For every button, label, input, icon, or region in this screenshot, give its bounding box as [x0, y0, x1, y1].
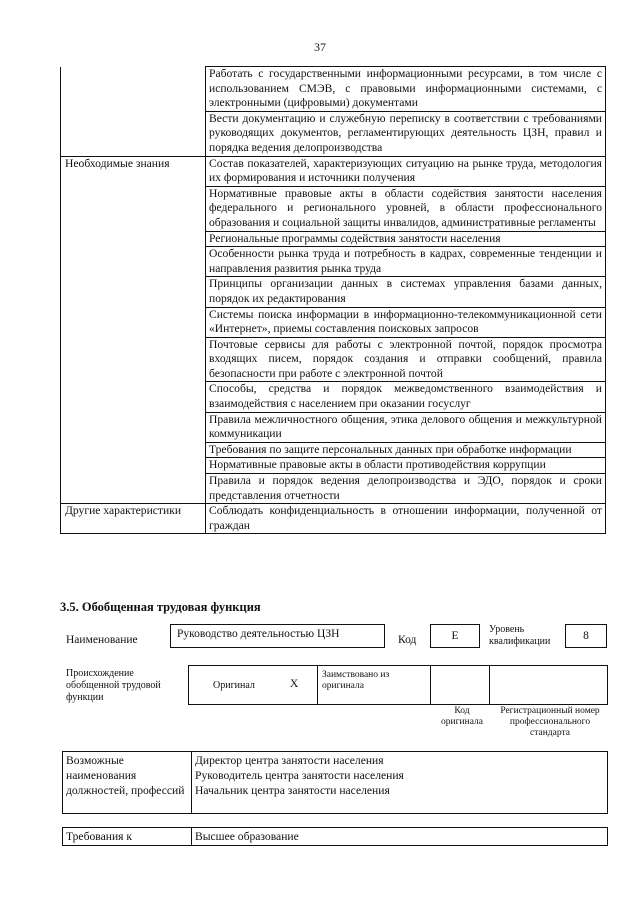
competency-text: Нормативные правовые акты в области содействия занятости населения федерального и регионального уровней, в области профессионального образования и социальной защиты инвалидов, административные регламенты	[206, 186, 606, 231]
competency-label	[61, 67, 206, 112]
competency-text: Нормативные правовые акты в области противодействия коррупции	[206, 458, 606, 474]
competency-label	[61, 442, 206, 458]
competency-text: Правила межличностного общения, этика делового общения и межкультурной коммуникации	[206, 412, 606, 442]
competency-text: Системы поиска информации в информационно-телекоммуникационной сети «Интернет», приемы составления поисковых запросов	[206, 307, 606, 337]
competency-text: Работать с государственными информационными ресурсами, в том числе с использованием СМЭВ, с правовыми информационными системами, с электронными (цифровыми) документами	[206, 67, 606, 112]
position-item: Директор центра занятости населения	[195, 754, 384, 767]
competency-label	[61, 382, 206, 412]
competency-row	[61, 504, 606, 534]
competency-row	[61, 474, 606, 504]
competency-label	[61, 186, 206, 231]
competency-row	[61, 231, 606, 247]
level-box	[565, 624, 607, 648]
competency-text: Вести документацию и служебную переписку в соответствии с требованиями руководящих документов, регламентирующих деятельность ЦЗН, правил и порядка ведения делопроизводства	[206, 111, 606, 156]
competency-text: Региональные программы содействия занятости населения	[206, 231, 606, 247]
requirements-value: Высшее образование	[192, 828, 608, 846]
original-mark: X	[290, 678, 299, 690]
competency-text: Требования по защите персональных данных при обработке информации	[206, 442, 606, 458]
origin-label: Происхождение обобщенной трудовой функции	[66, 668, 161, 703]
competency-text: Способы, средства и порядок межведомственного взаимодействия и взаимодействия с населением при оказании госуслуг	[206, 382, 606, 412]
competency-row	[61, 412, 606, 442]
positions-table	[62, 751, 608, 814]
competency-label	[61, 337, 206, 382]
competency-table	[60, 66, 606, 534]
positions-label: Возможные наименования должностей, профессий	[63, 752, 192, 814]
competency-row	[61, 337, 606, 382]
competency-label	[61, 474, 206, 504]
competency-label	[61, 231, 206, 247]
competency-row	[61, 186, 606, 231]
competency-text: Почтовые сервисы для работы с электронной почтой, порядок просмотра входящих писем, порядок создания и отправки сообщений, правила безопасности при работе с электронной почтой	[206, 337, 606, 382]
competency-row	[61, 442, 606, 458]
competency-row	[61, 111, 606, 156]
competency-row	[61, 156, 606, 186]
page-number: 37	[314, 40, 326, 54]
code-value: E	[451, 630, 459, 642]
competency-text: Соблюдать конфиденциальность в отношении информации, полученной от граждан	[206, 504, 606, 534]
requirements-label: Требования к	[63, 828, 192, 846]
competency-label	[61, 412, 206, 442]
code-label: Код	[398, 634, 417, 646]
competency-row	[61, 67, 606, 112]
borrowed-label: Заимствовано из оригинала	[322, 670, 390, 691]
name-label: Наименование	[66, 634, 138, 646]
level-label: Уровень квалификации	[489, 624, 551, 647]
reg-number-caption: Регистрационный номер профессионального стандарта	[500, 706, 600, 738]
original-label: Оригинал	[213, 680, 255, 691]
competency-row	[61, 382, 606, 412]
function-name-box	[170, 624, 385, 648]
competency-label	[61, 247, 206, 277]
competency-label: Необходимые знания	[61, 156, 206, 186]
competency-text: Принципы организации данных в системах управления базами данных, порядок их редактирования	[206, 277, 606, 307]
competency-row	[61, 458, 606, 474]
competency-row	[61, 247, 606, 277]
positions-list	[192, 752, 608, 814]
position-item: Руководитель центра занятости населения	[195, 769, 404, 782]
section-title: 3.5. Обобщенная трудовая функция	[60, 600, 261, 614]
competency-label	[61, 277, 206, 307]
competency-row	[61, 277, 606, 307]
level-value: 8	[583, 630, 589, 642]
competency-label: Другие характеристики	[61, 504, 206, 534]
competency-text: Особенности рынка труда и потребность в кадрах, современные тенденции и направления развития рынка труда	[206, 247, 606, 277]
position-item: Начальник центра занятости населения	[195, 784, 390, 797]
competency-label	[61, 458, 206, 474]
function-name-value: Руководство деятельностью ЦЗН	[177, 628, 340, 640]
requirements-table	[62, 827, 608, 846]
competency-label	[61, 307, 206, 337]
competency-label	[61, 111, 206, 156]
competency-text: Правила и порядок ведения делопроизводства и ЭДО, порядок и сроки представления отчетности	[206, 474, 606, 504]
code-original-caption: Код оригинала	[441, 706, 483, 727]
competency-text: Состав показателей, характеризующих ситуацию на рынке труда, методология их формирования и источники получения	[206, 156, 606, 186]
code-box	[430, 624, 480, 648]
competency-row	[61, 307, 606, 337]
